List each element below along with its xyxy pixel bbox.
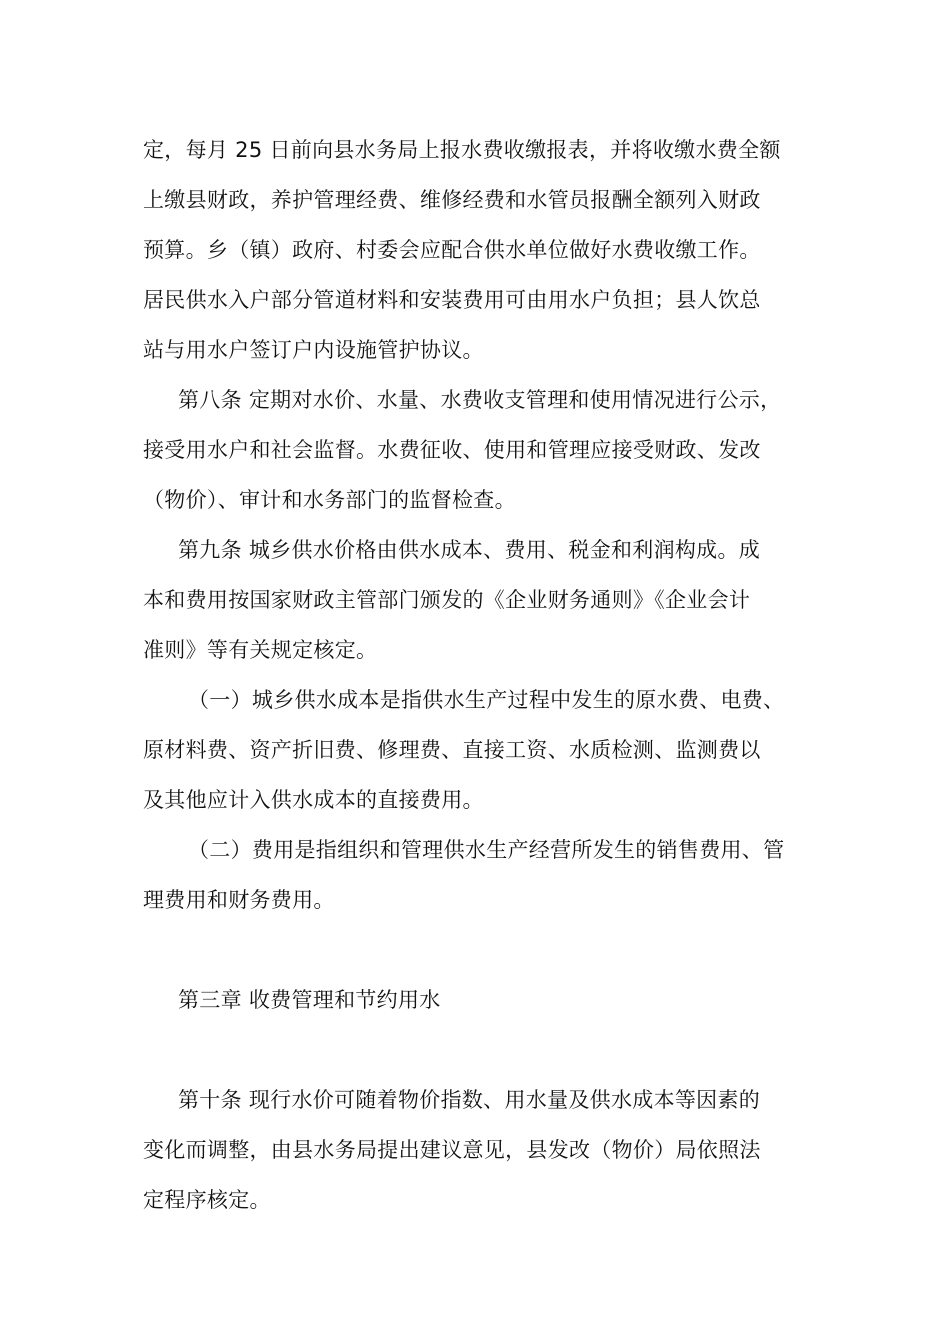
text-line: 接受用水户和社会监督。水费征收、使用和管理应接受财政、发改 — [143, 438, 761, 462]
text-line: 理费用和财务费用。 — [143, 888, 335, 912]
text-line: 定，每月 25 日前向县水务局上报水费收缴报表，并将收缴水费全额 — [143, 138, 781, 162]
text-line: 变化而调整，由县水务局提出建议意见，县发改（物价）局依照法 — [143, 1138, 761, 1162]
article-10-heading-line: 第十条 现行水价可随着物价指数、用水量及供水成本等因素的 — [178, 1088, 761, 1112]
text-line: 准则》等有关规定核定。 — [143, 638, 378, 662]
text-line: 定程序核定。 — [143, 1188, 271, 1212]
text-line: 本和费用按国家财政主管部门颁发的《企业财务通则》《企业会计 — [143, 588, 751, 612]
text-line: 居民供水入户部分管道材料和安装费用可由用水户负担；县人饮总 — [143, 288, 761, 312]
text-line: （物价）、审计和水务部门的监督检查。 — [143, 488, 516, 512]
chapter-3-heading: 第三章 收费管理和节约用水 — [178, 988, 441, 1012]
text-line: 预算。乡（镇）政府、村委会应配合供水单位做好水费收缴工作。 — [143, 238, 761, 262]
text-line: 站与用水户签订户内设施管护协议。 — [143, 338, 484, 362]
text-line: 原材料费、资产折旧费、修理费、直接工资、水质检测、监测费以 — [143, 738, 761, 762]
article-9-heading-line: 第九条 城乡供水价格由供水成本、费用、税金和利润构成。成 — [178, 538, 761, 562]
clause-2-line: （二）费用是指组织和管理供水生产经营所发生的销售费用、管 — [188, 838, 785, 862]
clause-1-line: （一）城乡供水成本是指供水生产过程中发生的原水费、电费、 — [188, 688, 785, 712]
text-line: 上缴县财政，养护管理经费、维修经费和水管员报酬全额列入财政 — [143, 188, 761, 212]
article-8-heading-line: 第八条 定期对水价、水量、水费收支管理和使用情况进行公示， — [178, 388, 782, 412]
text-line: 及其他应计入供水成本的直接费用。 — [143, 788, 484, 812]
